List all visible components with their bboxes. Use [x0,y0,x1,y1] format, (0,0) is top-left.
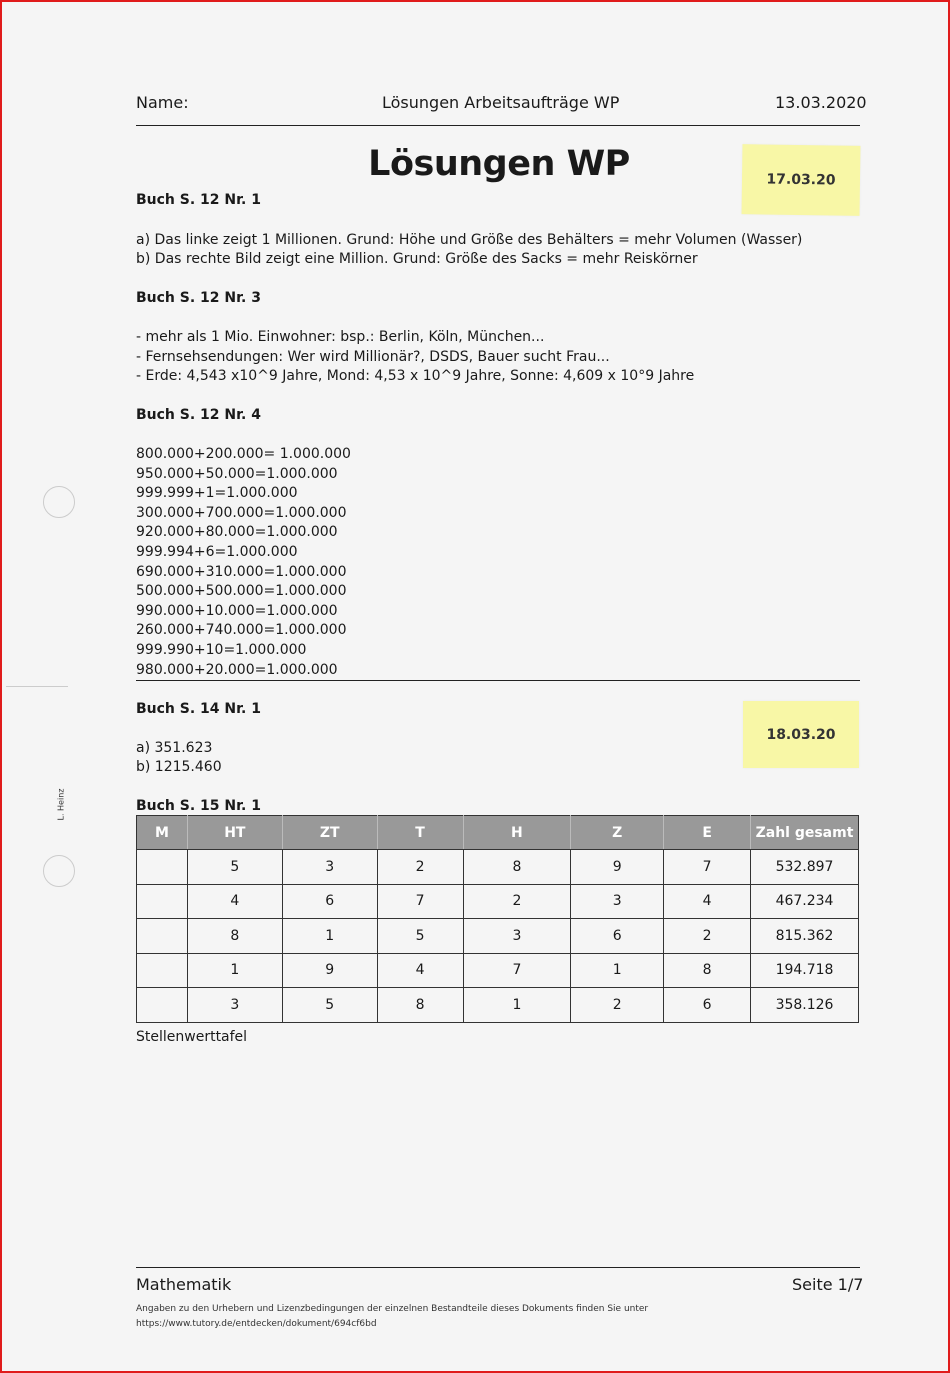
table-cell [137,850,188,885]
equation-line: 999.990+10=1.000.000 [136,641,307,658]
sticky-note-date-1 [742,144,861,216]
punch-hole [43,855,75,887]
table-cell: 5 [187,850,282,885]
column-header: Z [571,816,664,850]
table-row [137,884,859,919]
equation-list [136,445,351,680]
section-heading: Buch S. 12 Nr. 4 [136,407,261,423]
table-cell: 1 [571,953,664,988]
punch-hole [43,486,75,518]
section-heading: Buch S. 15 Nr. 1 [136,798,261,814]
table-cell: 2 [377,850,463,885]
table-cell: 358.126 [751,988,859,1023]
place-value-table [136,815,859,1023]
column-header: E [664,816,751,850]
table-cell: 1 [463,988,571,1023]
side-author-label: L. Heinz [56,788,66,821]
section-line: - mehr als 1 Mio. Einwohner: bsp.: Berlin, Köln, München... [136,329,545,345]
header-date: 13.03.2020 [775,93,867,112]
table-cell: 7 [664,850,751,885]
table-caption: Stellenwerttafel [136,1029,248,1045]
table-cell: 3 [463,919,571,954]
table-cell [137,988,188,1023]
table-cell: 7 [377,884,463,919]
equation-line: 500.000+500.000=1.000.000 [136,583,347,600]
section-divider [136,680,860,681]
table-cell: 2 [571,988,664,1023]
table-cell: 6 [282,884,377,919]
equation-line: 990.000+10.000=1.000.000 [136,602,338,619]
table-row [137,919,859,954]
table-cell: 4 [187,884,282,919]
equation-line: 999.999+1=1.000.000 [136,485,298,502]
table-cell: 815.362 [751,919,859,954]
table-cell: 5 [282,988,377,1023]
footer-divider [136,1267,860,1268]
table-cell: 1 [187,953,282,988]
header-title: Lösungen Arbeitsaufträge WP [382,93,620,112]
table-header-row [137,816,859,850]
name-label: Name: [136,93,189,112]
column-header: ZT [282,816,377,850]
equation-line: 260.000+740.000=1.000.000 [136,622,347,639]
header-divider [136,125,860,126]
section-line: a) Das linke zeigt 1 Millionen. Grund: Höhe und Größe des Behälters = mehr Volumen (Wasser) [136,232,803,248]
table-cell [137,953,188,988]
table-cell: 532.897 [751,850,859,885]
section-heading: Buch S. 12 Nr. 1 [136,192,261,208]
table-cell: 7 [463,953,571,988]
table-cell: 1 [282,919,377,954]
table-cell: 4 [664,884,751,919]
equation-line: 800.000+200.000= 1.000.000 [136,446,351,462]
column-header: H [463,816,571,850]
table-row [137,953,859,988]
fold-mark [6,686,68,687]
column-header: Zahl gesamt [751,816,859,850]
section-heading: Buch S. 14 Nr. 1 [136,701,261,717]
table-cell: 2 [463,884,571,919]
table-row [137,988,859,1023]
table-row [137,850,859,885]
table-cell: 6 [571,919,664,954]
footer-source-text: Angaben zu den Urhebern und Lizenzbedingungen der einzelnen Bestandteile dieses Dokuments finden Sie unter [136,1304,649,1314]
section-heading: Buch S. 12 Nr. 3 [136,290,261,306]
equation-line: 690.000+310.000=1.000.000 [136,563,347,580]
table-cell: 9 [282,953,377,988]
table-cell [137,919,188,954]
section-line: b) 1215.460 [136,759,222,775]
table-cell: 8 [187,919,282,954]
page-title: Lösungen WP [368,144,630,184]
column-header: T [377,816,463,850]
column-header: M [137,816,188,850]
table-cell: 8 [664,953,751,988]
section-line: b) Das rechte Bild zeigt eine Million. Grund: Größe des Sacks = mehr Reiskörner [136,251,698,267]
table-cell: 2 [664,919,751,954]
sticky-note-text: 18.03.20 [766,726,836,743]
equation-line: 920.000+80.000=1.000.000 [136,524,338,541]
table-cell [137,884,188,919]
table-cell: 9 [571,850,664,885]
table-cell: 3 [571,884,664,919]
table-cell: 8 [463,850,571,885]
table-cell: 3 [282,850,377,885]
footer-source-link[interactable]: https://www.tutory.de/entdecken/dokument/694cf6bd [136,1319,377,1329]
table-cell: 467.234 [751,884,859,919]
equation-line: 950.000+50.000=1.000.000 [136,465,338,482]
table-cell: 8 [377,988,463,1023]
section-line: - Fernsehsendungen: Wer wird Millionär?, DSDS, Bauer sucht Frau... [136,349,610,365]
equation-line: 980.000+20.000=1.000.000 [136,661,338,678]
equation-line: 300.000+700.000=1.000.000 [136,504,347,521]
equation-line: 999.994+6=1.000.000 [136,543,298,560]
sticky-note-date-2 [743,701,859,768]
table-cell: 5 [377,919,463,954]
table-cell: 194.718 [751,953,859,988]
section-line: - Erde: 4,543 x10^9 Jahre, Mond: 4,53 x 10^9 Jahre, Sonne: 4,609 x 10°9 Jahre [136,368,695,384]
footer-subject: Mathematik [136,1275,232,1294]
footer-page-number: Seite 1/7 [792,1275,864,1294]
table-cell: 4 [377,953,463,988]
table-cell: 3 [187,988,282,1023]
section-line: a) 351.623 [136,740,213,756]
column-header: HT [187,816,282,850]
table-cell: 6 [664,988,751,1023]
sticky-note-text: 17.03.20 [766,171,836,189]
